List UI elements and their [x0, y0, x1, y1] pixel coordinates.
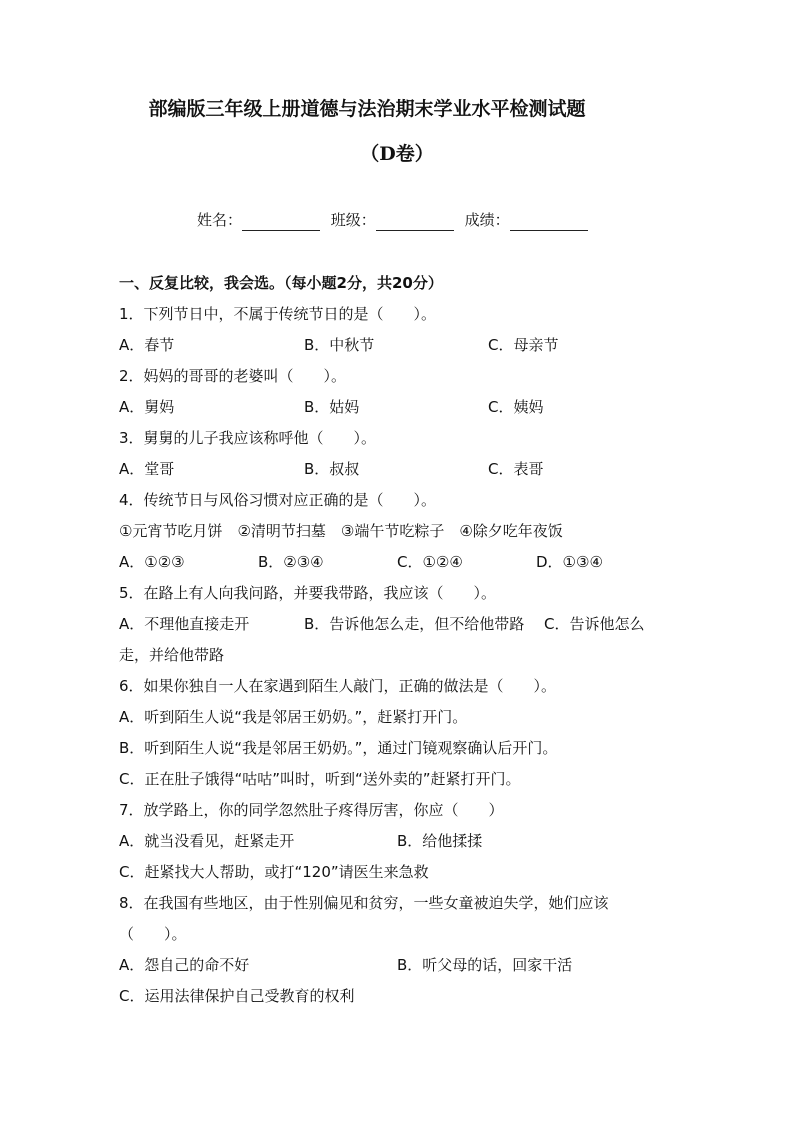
question-8-stem-continued: （ ）。: [119, 925, 187, 943]
question-8-option-b: B．听父母的话，回家干活: [397, 956, 573, 974]
question-2-stem: 2．妈妈的哥哥的老婆叫（ ）。: [119, 367, 347, 385]
question-2-option-a: A．舅妈: [119, 398, 175, 416]
question-3-option-b: B．叔叔: [304, 460, 360, 478]
question-4-option-c: C．①②④: [397, 553, 463, 571]
question-5-stem: 5．在路上有人向我问路，并要我带路，我应该（ ）。: [119, 584, 497, 602]
question-1-stem: 1．下列节日中，不属于传统节日的是（ ）。: [119, 305, 437, 323]
question-3-stem: 3．舅舅的儿子我应该称呼他（ ）。: [119, 429, 377, 447]
class-label: 班级：: [330, 211, 376, 229]
question-6-option-b: B．听到陌生人说“我是邻居王奶奶。”，通过门镜观察确认后开门。: [119, 739, 558, 757]
question-7-option-a: A．就当没看见，赶紧走开: [119, 832, 295, 850]
question-6-stem: 6．如果你独自一人在家遇到陌生人敲门，正确的做法是（ ）。: [119, 677, 557, 695]
question-1-option-c: C．母亲节: [488, 336, 559, 354]
name-label: 姓名：: [197, 211, 243, 229]
question-5-option-c: C．告诉他怎么: [544, 615, 645, 633]
question-8-option-c: C．运用法律保护自己受教育的权利: [119, 987, 355, 1005]
section-heading: 一、反复比较，我会选。（每小题2分，共20分）: [119, 274, 443, 292]
question-4-option-a: A．①②③: [119, 553, 185, 571]
question-5-option-b: B．告诉他怎么走，但不给他带路: [304, 615, 525, 633]
question-3-option-c: C．表哥: [488, 460, 544, 478]
name-blank: [242, 214, 320, 231]
question-8-stem: 8．在我国有些地区，由于性别偏见和贫穷，一些女童被迫失学，她们应该: [119, 894, 609, 912]
page-subtitle: （D卷）: [360, 143, 434, 165]
question-4-stem: 4．传统节日与风俗习惯对应正确的是（ ）。: [119, 491, 437, 509]
question-6-option-a: A．听到陌生人说“我是邻居王奶奶。”，赶紧打开门。: [119, 708, 468, 726]
question-7-option-c: C．赶紧找大人帮助，或打“120”请医生来急救: [119, 863, 429, 881]
question-2-option-b: B．姑妈: [304, 398, 360, 416]
question-2-option-c: C．姨妈: [488, 398, 544, 416]
question-4-option-d: D．①③④: [536, 553, 603, 571]
question-7-option-b: B．给他揉揉: [397, 832, 483, 850]
class-blank: [376, 214, 454, 231]
question-7-stem: 7．放学路上，你的同学忽然肚子疼得厉害，你应（ ）: [119, 801, 504, 819]
question-3-option-a: A．堂哥: [119, 460, 175, 478]
page-title: 部编版三年级上册道德与法治期末学业水平检测试题: [148, 98, 586, 120]
score-label: 成绩：: [464, 211, 510, 229]
question-5-option-a: A．不理他直接走开: [119, 615, 250, 633]
question-4-items: ①元宵节吃月饼 ②清明节扫墓 ③端午节吃粽子 ④除夕吃年夜饭: [119, 522, 563, 540]
question-8-option-a: A．怨自己的命不好: [119, 956, 250, 974]
student-info-row: [197, 209, 594, 231]
question-5-option-c-continued: 走，并给他带路: [119, 646, 225, 664]
score-blank: [510, 214, 588, 231]
question-1-option-a: A．春节: [119, 336, 175, 354]
question-4-option-b: B．②③④: [258, 553, 324, 571]
question-1-option-b: B．中秋节: [304, 336, 375, 354]
question-6-option-c: C．正在肚子饿得“咕咕”叫时，听到“送外卖的”赶紧打开门。: [119, 770, 521, 788]
